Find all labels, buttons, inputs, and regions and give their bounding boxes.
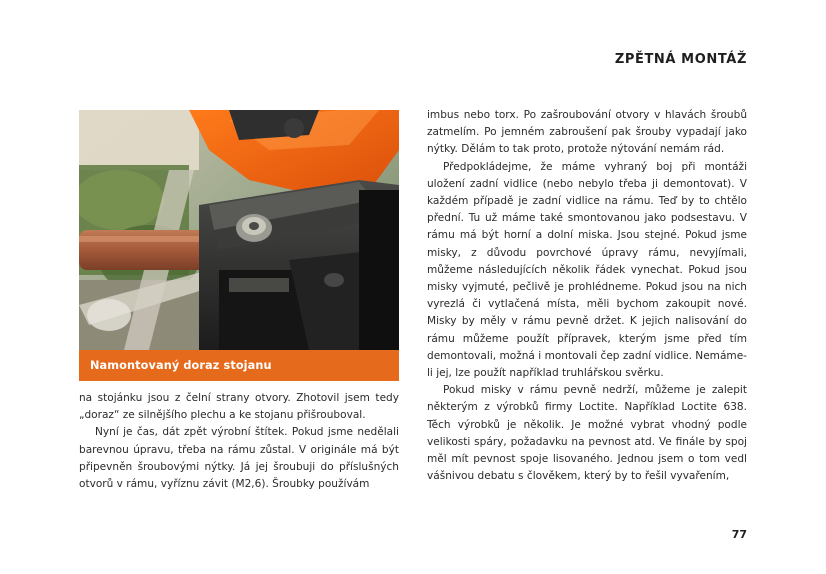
paragraph: imbus nebo torx. Po zašroubování otvory v hlavách šroubů zatmelím. Po jemném zabroušení pak šrouby vypadají jako nýtky. Dělám to tak proto, protože nýtování nemám rád. [427, 109, 747, 156]
figure-caption: Namontovaný doraz stojanu [90, 359, 272, 372]
page-number: 77 [731, 528, 747, 541]
motorcycle-stand-photo [79, 110, 399, 350]
paragraph: Předpokládejme, že máme vyhraný boj při montáži uložení zadní vidlice (nebo nebylo třeba ji demontovat). V každém případě je zadní vidlice na rámu. Teď by to chtělo přední. Tu už máme také smontovanou jako podsestavu. V rámu má být horní a dolní miska. Jsou stejné. Pokud jsme misky, z důvodu povrchové úpravy rámu, nevyjímali, můžeme následujících několik řádek vynechat. Pokud jsou misky vyjmuté, pečlivě je prohlédneme. Pokud jsou na nich vyrezlá či vytlačená místa, měli bychom zakoupit nové. Misky by měly v rámu pevně držet. K jejich nalisování do rámu můžeme použít přípravek, kterým jsme před tím demontovali, možná i montovali čep zadní vidlice. Nemáme-li jej, lze použít například truhlářskou svěrku. [427, 160, 747, 380]
paragraph: na stojánku jsou z čelní strany otvory. Zhotovil jsem tedy „doraz“ ze silnějšího plechu a ke stojanu přišrouboval. [79, 392, 399, 422]
right-column [427, 107, 747, 485]
section-title: ZPĚTNÁ MONTÁŽ [614, 52, 747, 67]
caption-bar [79, 350, 399, 381]
paragraph: Nyní je čas, dát zpět výrobní štítek. Pokud jsme nedělali barevnou úpravu, třeba na rámu zůstal. V originále má být připevněn šroubovými nýtky. Já jej šroubuji do příslušných otvorů v rámu, vyříznu závit (M2,6). Šroubky používám [79, 426, 399, 491]
photo-figure [79, 110, 399, 381]
left-column [79, 390, 399, 493]
paragraph: Pokud misky v rámu pevně nedrží, můžeme je zalepit některým z výrobků firmy Loctite. Například Loctite 638. Těch výrobků je několik. Je možné vybrat vhodný podle velikosti spáry, požadavku na pevnost atd. Ve finále by spoj měl mít pevnost spoje lisovaného. Jednou jsem o tom vedl vášnivou debatu s člověkem, který by to řešil vyvařením, [427, 384, 747, 483]
photo-illustration [79, 110, 399, 350]
